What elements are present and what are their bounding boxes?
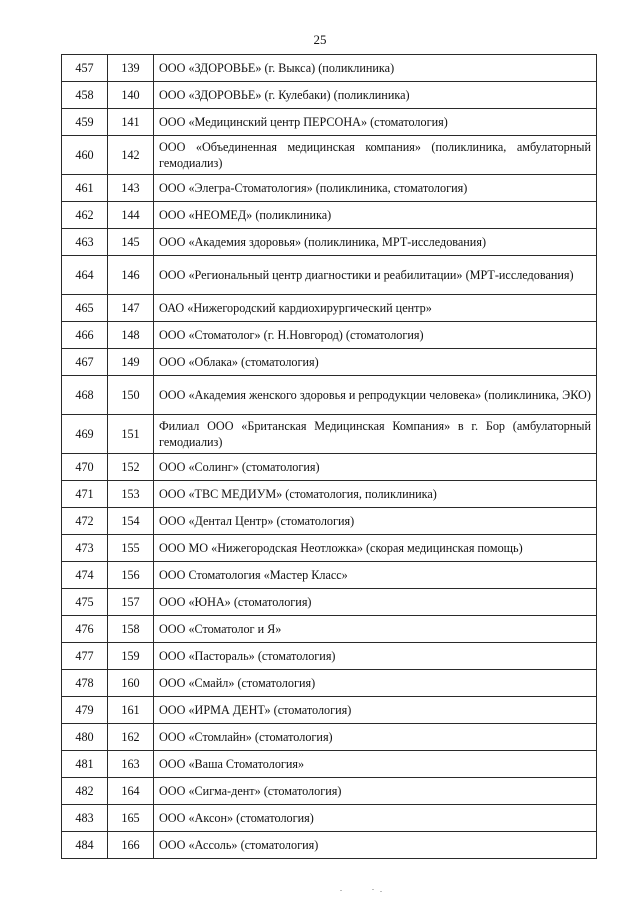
row-number-cell: 464 (62, 256, 108, 295)
table-row (62, 481, 597, 508)
row-number-cell: 470 (62, 454, 108, 481)
row-number-cell: 475 (62, 589, 108, 616)
org-name-cell: ООО «ТВС МЕДИУМ» (стоматология, поликлиника) (154, 481, 597, 508)
table-row (62, 136, 597, 175)
table-row (62, 322, 597, 349)
row-number-cell: 467 (62, 349, 108, 376)
row-number-cell: 476 (62, 616, 108, 643)
org-name-cell: ООО Стоматология «Мастер Класс» (154, 562, 597, 589)
org-name-cell: ООО «НЕОМЕД» (поликлиника) (154, 202, 597, 229)
org-name-cell: ООО «Дентал Центр» (стоматология) (154, 508, 597, 535)
row-number-cell: 479 (62, 697, 108, 724)
org-number-cell: 159 (108, 643, 154, 670)
table-row (62, 109, 597, 136)
row-number-cell: 458 (62, 82, 108, 109)
org-name-cell: ООО «Ваша Стоматология» (154, 751, 597, 778)
scan-speck (380, 891, 382, 892)
row-number-cell: 459 (62, 109, 108, 136)
org-name-cell: ООО «Медицинский центр ПЕРСОНА» (стоматология) (154, 109, 597, 136)
org-name-cell: ООО «Облака» (стоматология) (154, 349, 597, 376)
org-name-cell: ООО «ИРМА ДЕНТ» (стоматология) (154, 697, 597, 724)
row-number-cell: 481 (62, 751, 108, 778)
row-number-cell: 471 (62, 481, 108, 508)
org-name-cell: ООО «Стоматолог» (г. Н.Новгород) (стоматология) (154, 322, 597, 349)
org-number-cell: 153 (108, 481, 154, 508)
org-name-cell: ООО «Элегра-Стоматология» (поликлиника, стоматология) (154, 175, 597, 202)
table-row (62, 778, 597, 805)
org-number-cell: 147 (108, 295, 154, 322)
row-number-cell: 460 (62, 136, 108, 175)
table-row (62, 643, 597, 670)
org-number-cell: 157 (108, 589, 154, 616)
table-row (62, 175, 597, 202)
table-row (62, 832, 597, 859)
row-number-cell: 466 (62, 322, 108, 349)
org-name-cell: Филиал ООО «Британская Медицинская Компания» в г. Бор (амбулаторный гемодиализ) (154, 415, 597, 454)
table-row (62, 256, 597, 295)
table-row (62, 616, 597, 643)
table-row (62, 415, 597, 454)
table-row (62, 454, 597, 481)
org-number-cell: 139 (108, 55, 154, 82)
org-number-cell: 162 (108, 724, 154, 751)
org-number-cell: 142 (108, 136, 154, 175)
scan-speck (340, 890, 342, 891)
row-number-cell: 478 (62, 670, 108, 697)
org-name-cell: ООО «Аксон» (стоматология) (154, 805, 597, 832)
row-number-cell: 457 (62, 55, 108, 82)
table-row (62, 508, 597, 535)
org-name-cell: ООО «Стомлайн» (стоматология) (154, 724, 597, 751)
org-number-cell: 152 (108, 454, 154, 481)
row-number-cell: 469 (62, 415, 108, 454)
org-number-cell: 154 (108, 508, 154, 535)
row-number-cell: 482 (62, 778, 108, 805)
page-number: 25 (313, 32, 327, 47)
table-row (62, 376, 597, 415)
org-number-cell: 143 (108, 175, 154, 202)
table-row (62, 82, 597, 109)
row-number-cell: 473 (62, 535, 108, 562)
org-name-cell: ООО «ЗДОРОВЬЕ» (г. Кулебаки) (поликлиника) (154, 82, 597, 109)
org-name-cell: ООО «Сигма-дент» (стоматология) (154, 778, 597, 805)
row-number-cell: 463 (62, 229, 108, 256)
org-name-cell: ООО «Смайл» (стоматология) (154, 670, 597, 697)
org-name-cell: ООО «Пастораль» (стоматология) (154, 643, 597, 670)
org-name-cell: ООО «Ассоль» (стоматология) (154, 832, 597, 859)
row-number-cell: 468 (62, 376, 108, 415)
table-row (62, 724, 597, 751)
table-row (62, 349, 597, 376)
row-number-cell: 465 (62, 295, 108, 322)
organizations-table (61, 54, 597, 859)
org-number-cell: 160 (108, 670, 154, 697)
org-name-cell: ООО «Стоматолог и Я» (154, 616, 597, 643)
table-row (62, 589, 597, 616)
org-number-cell: 148 (108, 322, 154, 349)
org-number-cell: 155 (108, 535, 154, 562)
row-number-cell: 477 (62, 643, 108, 670)
org-name-cell: ООО «ЗДОРОВЬЕ» (г. Выкса) (поликлиника) (154, 55, 597, 82)
table-row (62, 202, 597, 229)
table-row (62, 670, 597, 697)
row-number-cell: 480 (62, 724, 108, 751)
org-number-cell: 163 (108, 751, 154, 778)
org-number-cell: 161 (108, 697, 154, 724)
table-row (62, 697, 597, 724)
org-name-cell: ООО МО «Нижегородская Неотложка» (скорая медицинская помощь) (154, 535, 597, 562)
org-name-cell: ООО «ЮНА» (стоматология) (154, 589, 597, 616)
table-row (62, 295, 597, 322)
org-number-cell: 140 (108, 82, 154, 109)
org-number-cell: 151 (108, 415, 154, 454)
org-name-cell: ООО «Академия здоровья» (поликлиника, МРТ-исследования) (154, 229, 597, 256)
org-number-cell: 149 (108, 349, 154, 376)
row-number-cell: 474 (62, 562, 108, 589)
scan-speck (372, 889, 374, 890)
table-row (62, 535, 597, 562)
row-number-cell: 484 (62, 832, 108, 859)
table-row (62, 805, 597, 832)
row-number-cell: 483 (62, 805, 108, 832)
org-number-cell: 166 (108, 832, 154, 859)
org-number-cell: 164 (108, 778, 154, 805)
table-row (62, 562, 597, 589)
row-number-cell: 472 (62, 508, 108, 535)
row-number-cell: 462 (62, 202, 108, 229)
table-row (62, 229, 597, 256)
table-row (62, 55, 597, 82)
org-number-cell: 150 (108, 376, 154, 415)
org-number-cell: 144 (108, 202, 154, 229)
org-number-cell: 145 (108, 229, 154, 256)
org-name-cell: ООО «Региональный центр диагностики и реабилитации» (МРТ-исследования) (154, 256, 597, 295)
org-number-cell: 141 (108, 109, 154, 136)
row-number-cell: 461 (62, 175, 108, 202)
org-number-cell: 156 (108, 562, 154, 589)
org-name-cell: ОАО «Нижегородский кардиохирургический центр» (154, 295, 597, 322)
org-name-cell: ООО «Объединенная медицинская компания» (поликлиника, амбулаторный гемодиализ) (154, 136, 597, 175)
table-row (62, 751, 597, 778)
org-name-cell: ООО «Академия женского здоровья и репродукции человека» (поликлиника, ЭКО) (154, 376, 597, 415)
org-number-cell: 165 (108, 805, 154, 832)
org-name-cell: ООО «Солинг» (стоматология) (154, 454, 597, 481)
org-number-cell: 158 (108, 616, 154, 643)
org-number-cell: 146 (108, 256, 154, 295)
